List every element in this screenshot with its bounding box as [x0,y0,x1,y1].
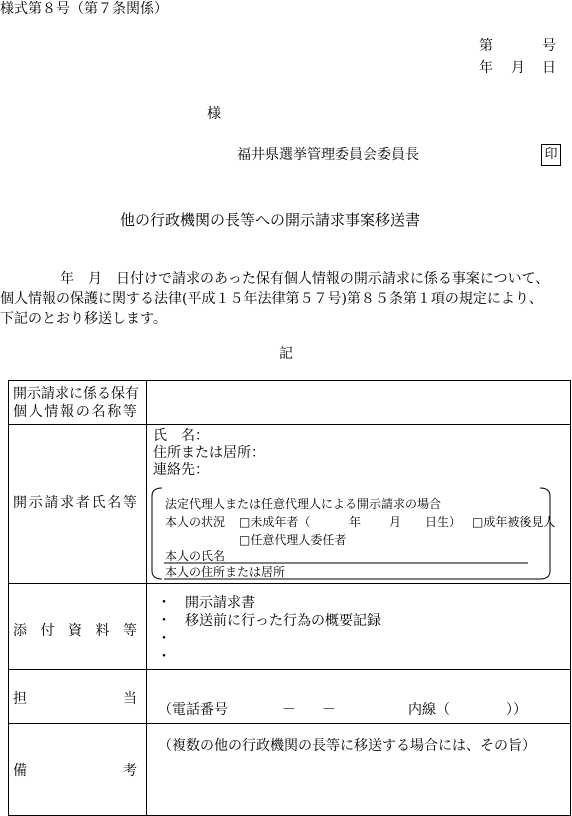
seal-mark: 印 [541,144,561,166]
agent-delegate-checkbox-label[interactable]: □任意代理人委任者 [239,533,347,547]
extension-close: ）） [506,702,527,718]
date-year: 年 [479,60,493,76]
birth-year-label: 年 [349,515,362,529]
body-line-1: 年 月 日付けで請求のあった保有個人情報の開示請求に係る事案について、 [60,271,550,287]
principal-address-label: 本人の住所または居所 [165,565,286,579]
remarks-note: （複数の他の行政機関の長等に移送する場合には、その旨） [158,738,536,754]
attachment-item: ・ [157,631,171,647]
sender-name: 福井県選挙管理委員会委員長 [237,147,419,163]
form-number: 様式第８号（第７条関係） [0,1,168,17]
agent-header: 法定代理人または任意代理人による開示請求の場合 [165,497,442,511]
principal-name-label: 本人の氏名 [165,549,226,563]
attachment-item: ・ [157,649,171,665]
row4-label: 担 当 [13,691,137,707]
row3-label: 添 付 資 料 等 [13,623,137,639]
date-day: 日 [542,60,556,76]
minor-checkbox-label[interactable]: □未成年者（ [239,515,311,529]
doc-number-go: 号 [542,38,556,54]
guardian-checkbox-label[interactable]: □成年被後見人 [472,515,556,529]
date-month: 月 [511,60,525,76]
row5-label: 備 考 [13,763,137,779]
requester-name: 氏 名： [153,428,209,444]
doc-number-dai: 第 [479,38,493,54]
birth-day-label: 日生） [425,515,462,529]
principal-status-label: 本人の状況 [165,515,226,529]
birth-month-label: 月 [389,515,402,529]
requester-contact: 連絡先： [153,462,209,478]
body-line-3: 下記のとおり移送します。 [0,311,167,327]
phone-label: （電話番号 [158,702,228,718]
attachment-item: ・ 移送前に行った行為の概要記録 [157,613,381,629]
row1-label-line2: 個 人 情 報 の 名 称 等 [13,404,137,420]
document-title: 他の行政機関の長等への開示請求事案移送書 [120,211,421,229]
row1-label-line1: 開示請求に係る保有 [13,386,139,402]
addressee-suffix: 様 [207,106,221,122]
phone-dash-2: － [322,702,336,718]
attachment-item: ・ 開示請求書 [157,595,255,611]
body-line-2: 個人情報の保護に関する法律(平成１５年法律第５７号)第８５条第１項の規定により、 [0,291,543,307]
phone-dash-1: － [282,702,296,718]
requester-address: 住所または居所： [153,445,265,461]
row2-label: 開 示 請 求 者 氏 名 等 [13,495,137,511]
extension-label: 内線（ [408,702,450,718]
ki-heading: 記 [279,346,293,362]
